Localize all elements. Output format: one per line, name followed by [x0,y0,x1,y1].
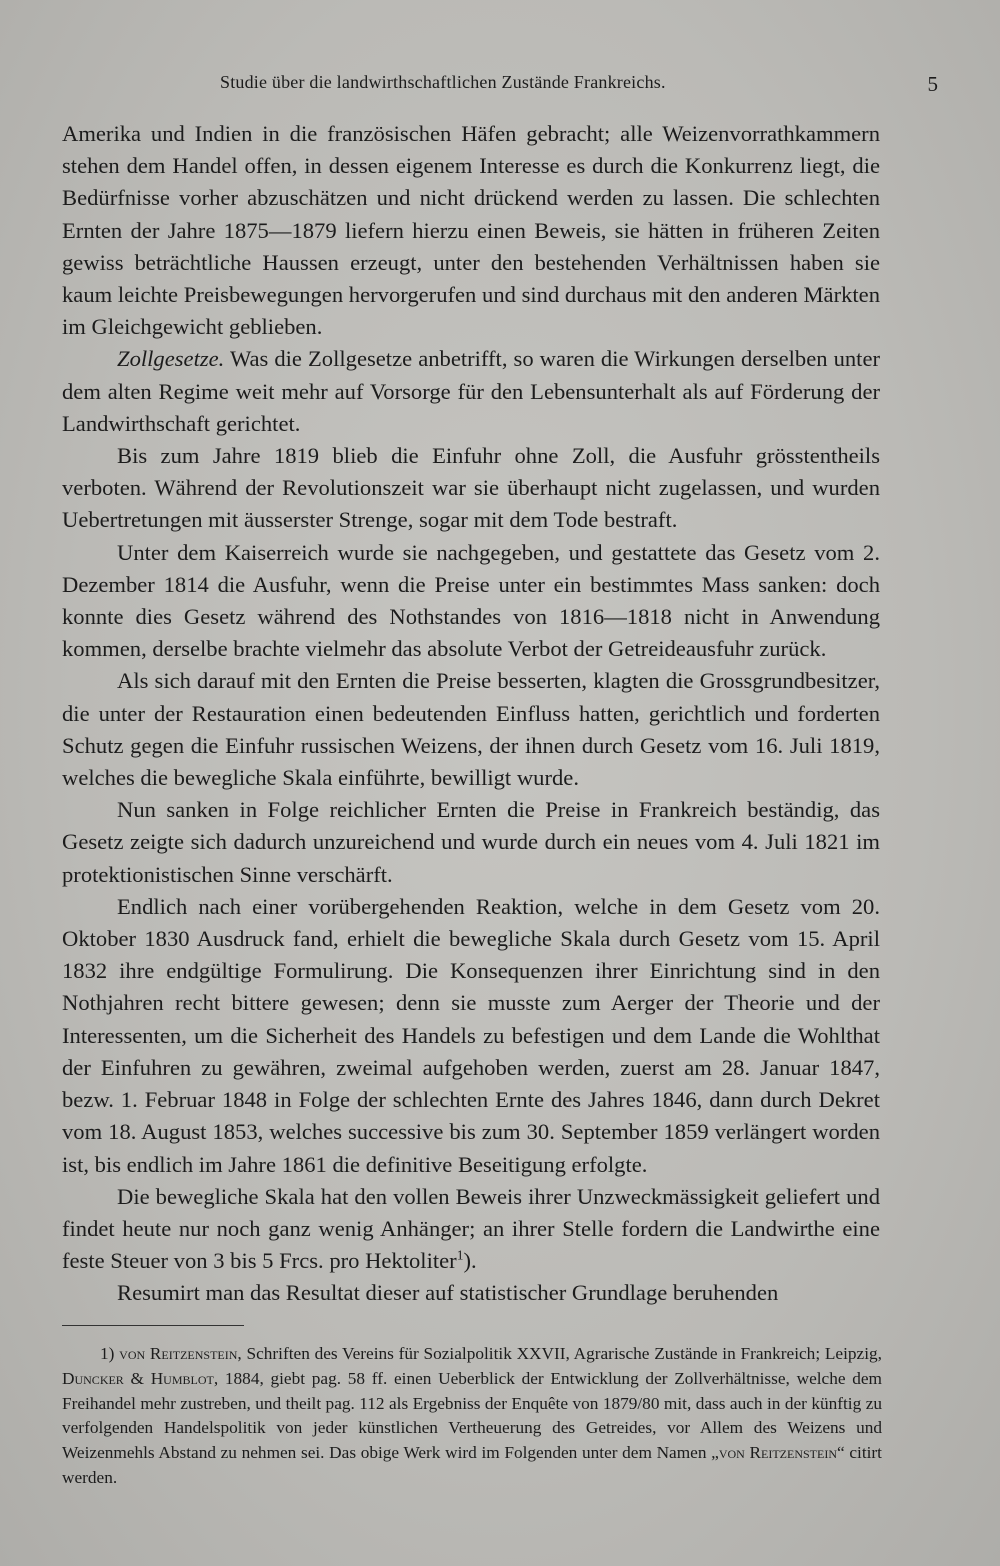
footnote [62,1342,882,1491]
footnote-reference[interactable]: 1 [456,1247,464,1263]
main-text [62,118,880,1310]
paragraph: Endlich nach einer vorübergehenden Reaktion, welche in dem Gesetz vom 20. Oktober 1830 Ausdruck fand, erhielt die bewegliche Skala durch Gesetz vom 15. April 1832 ihre endgültige Formulirung. Die Konsequenzen ihrer Einrichtung sind in den Nothjahren recht bittere gewesen; denn sie musste zum Aerger der Theorie und der Interessenten, um die Sicherheit des Handels zu befestigen und dem Lande die Wohlthat der Einfuhren zu gewähren, zweimal aufgehoben werden, zuerst am 28. Januar 1847, bezw. 1. Februar 1848 in Folge der schlechten Ernte des Jahres 1846, dann durch Dekret vom 18. August 1853, welches successive bis zum 30. September 1859 verlängert worden ist, bis endlich im Jahre 1861 die definitive Beseitigung erfolgte. [62,893,880,1177]
page-header [62,72,938,100]
paragraph: Als sich darauf mit den Ernten die Preise besserten, klagten die Grossgrundbesitzer, die unter der Restauration einen bedeutenden Einfluss hatten, gerichtlich und forderten Schutz gegen die Einfuhr russischen Weizens, der ihnen durch Gesetz vom 16. Juli 1819, welches die bewegliche Skala einführte, bewilligt wurde. [62,668,880,791]
author-name: „von Reitzenstein“ [711,1443,845,1463]
page-number: 5 [927,72,938,96]
paragraph: Amerika und Indien in die französischen Häfen gebracht; alle Weizenvorrathkammern stehen dem Handel offen, in dessen eigenem Interesse es durch die Konkurrenz liegt, die Bedürfnisse vorher abzuschätzen und nicht drückend werden zu lassen. Die schlechten Ernten der Jahre 1875—1879 liefern hierzu einen Beweis, sie hätten in früheren Zeiten gewiss beträchtliche Haussen erzeugt, unter den bestehenden Verhältnissen haben sie kaum leichte Preisbewegungen hervorgerufen und sind durchaus mit den anderen Märkten im Gleichgewicht geblieben. [62,121,880,340]
footnote-divider [62,1325,244,1326]
footnote-text: citirt werden. [62,1443,882,1487]
footnote-marker: 1) [100,1344,115,1363]
section-heading: Zollgesetze. [117,346,225,372]
publisher-name: Duncker & Humblot, [62,1368,219,1388]
paragraph-text: Was die Zollgesetze anbetrifft, so waren die Wirkungen derselben unter dem alten Regime weit mehr auf Vorsorge für den Lebensunterhalt als auf Förderung der Landwirthschaft gerichtet. [62,346,880,436]
paragraph [62,343,880,440]
footnotes [62,1342,882,1491]
author-name: von Reitzenstein, [119,1344,242,1363]
paragraph: Unter dem Kaiserreich wurde sie nachgegeben, und gestattete das Gesetz vom 2. Dezember 1814 die Ausfuhr, wenn die Preise unter ein bestimmtes Mass sanken: doch konnte dies Gesetz während des Nothstandes von 1816—1818 nicht in Anwendung kommen, derselbe brachte vielmehr das absolute Verbot der Getreideausfuhr zurück. [62,539,880,662]
paragraph: Nun sanken in Folge reichlicher Ernten die Preise in Frankreich beständig, das Gesetz zeigte sich dadurch unzureichend und wurde durch ein neues vom 4. Juli 1821 im protektionistischen Sinne verschärft. [62,797,880,887]
paragraph-text: ). [463,1248,477,1274]
footnote-text: Schriften des Vereins für Sozialpolitik XXVII, Agrarische Zustände in Frankreich; Leipzig, [246,1344,882,1363]
paragraph-text: Die bewegliche Skala hat den vollen Beweis ihrer Unzweckmässigkeit geliefert und findet heute nur noch ganz wenig Anhänger; an ihrer Stelle fordern die Landwirthe eine feste Steuer von 3 bis 5 Frcs. pro Hektoliter [62,1183,880,1274]
running-head: Studie über die landwirthschaftlichen Zustände Frankreichs. [220,72,666,92]
footnote-text: 1884, giebt pag. 58 ff. einen Ueberblick der Entwicklung der Zollverhältnisse, welche dem Freihandel mehr zustreben, und theilt pag. 112 als Ergebniss der Enquête von 1879/80 mit, dass auch in der künftig zu verfolgenden Handelspolitik von jeder künstlichen Vertheuerung des Getreides, vor Allem des Weizens und Weizenmehls Abstand zu nehmen sei. Das obige Werk wird im Folgenden unter dem Namen [62,1368,882,1463]
paragraph: Resumirt man das Resultat dieser auf statistischer Grundlage beruhenden [117,1280,779,1306]
paragraph [62,1181,880,1278]
paragraph: Bis zum Jahre 1819 blieb die Einfuhr ohne Zoll, die Ausfuhr grösstentheils verboten. Während der Revolutionszeit war sie überhaupt nicht zugelassen, und wurden Uebertretungen mit äusserster Strenge, sogar mit dem Tode bestraft. [62,443,880,533]
